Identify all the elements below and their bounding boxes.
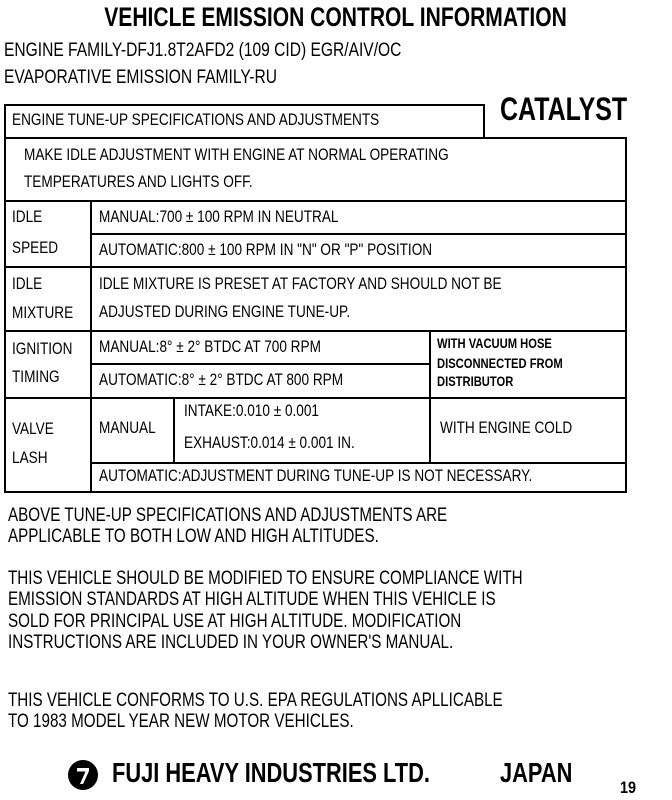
idle-mixture-text: IDLE MIXTURE IS PRESET AT FACTORY AND SHOULD NOT BE [99, 274, 502, 293]
engine-family-line: ENGINE FAMILY-DFJ1.8T2AFD2 (109 CID) EGR/AIV/OC [4, 40, 402, 61]
valve-lash-intake: INTAKE:0.010 ± 0.001 [184, 401, 319, 420]
applicability-paragraph: ABOVE TUNE-UP SPECIFICATIONS AND ADJUSTMENTS ARE APPLICABLE TO BOTH LOW AND HIGH ALTITUDES. [8, 505, 448, 548]
country-label: JAPAN [500, 757, 573, 788]
idle-speed-label: IDLE [12, 207, 43, 226]
ignition-timing-manual: MANUAL:8° ± 2° BTDC AT 700 RPM [99, 337, 321, 356]
label-title: VEHICLE EMISSION CONTROL INFORMATION [104, 2, 568, 32]
row-divider [90, 233, 627, 235]
page-number: 19 [620, 778, 637, 797]
idle-mixture-label: IDLE [12, 274, 43, 293]
valve-lash-automatic: AUTOMATIC:ADJUSTMENT DURING TUNE-UP IS NOT NECESSARY. [99, 466, 533, 485]
table-header: ENGINE TUNE-UP SPECIFICATIONS AND ADJUSTMENTS [12, 110, 380, 129]
column-divider [173, 397, 175, 462]
manufacturer-name: FUJI HEAVY INDUSTRIES LTD. [112, 757, 430, 788]
valve-lash-label: LASH [12, 448, 48, 467]
valve-lash-condition: WITH ENGINE COLD [440, 418, 573, 437]
epa-conformance-paragraph: THIS VEHICLE CONFORMS TO U.S. EPA REGULATIONS APLLICABLE TO 1983 MODEL YEAR NEW MOTOR VEHICLES. [8, 690, 503, 733]
idle-speed-label: SPEED [12, 238, 59, 257]
table-note-line1: MAKE IDLE ADJUSTMENT WITH ENGINE AT NORMAL OPERATING [24, 145, 449, 164]
idle-speed-automatic: AUTOMATIC:800 ± 100 RPM IN "N" OR "P" POSITION [99, 240, 433, 259]
subaru-star-logo-icon [68, 760, 98, 790]
ignition-timing-note: DISCONNECTED FROM [437, 355, 563, 371]
row-divider [4, 330, 627, 332]
catalyst-label: CATALYST [500, 91, 628, 127]
ignition-timing-note: DISTRIBUTOR [437, 373, 514, 389]
valve-lash-exhaust: EXHAUST:0.014 ± 0.001 IN. [184, 433, 355, 452]
ignition-timing-label: IGNITION [12, 339, 73, 358]
ignition-timing-note: WITH VACUUM HOSE [437, 335, 552, 351]
row-divider [4, 397, 627, 399]
row-divider [90, 462, 627, 464]
valve-lash-manual-label: MANUAL [99, 418, 156, 437]
idle-mixture-label: MIXTURE [12, 303, 74, 322]
high-altitude-paragraph: THIS VEHICLE SHOULD BE MODIFIED TO ENSURE COMPLIANCE WITH EMISSION STANDARDS AT HIGH ALTITUDE WHEN THIS VEHICLE IS SOLD FOR PRINCIPAL USE AT HIGH ALTITUDE. MODIFICATION INSTRUCTIONS ARE INCLUDED IN YOUR OWNER'S MANUAL. [8, 568, 523, 653]
column-divider [429, 330, 431, 462]
tune-up-spec-table [4, 104, 627, 493]
ignition-timing-label: TIMING [12, 367, 60, 386]
ignition-timing-automatic: AUTOMATIC:8° ± 2° BTDC AT 800 RPM [99, 370, 344, 389]
idle-speed-manual: MANUAL:700 ± 100 RPM IN NEUTRAL [99, 207, 339, 226]
table-note-line2: TEMPERATURES AND LIGHTS OFF. [24, 172, 253, 191]
row-divider [4, 200, 627, 202]
row-divider [4, 266, 627, 268]
valve-lash-label: VALVE [12, 419, 54, 438]
idle-mixture-text: ADJUSTED DURING ENGINE TUNE-UP. [99, 302, 351, 321]
column-divider [90, 200, 92, 493]
row-divider [90, 363, 429, 365]
evap-family-line: EVAPORATIVE EMISSION FAMILY-RU [4, 67, 278, 88]
